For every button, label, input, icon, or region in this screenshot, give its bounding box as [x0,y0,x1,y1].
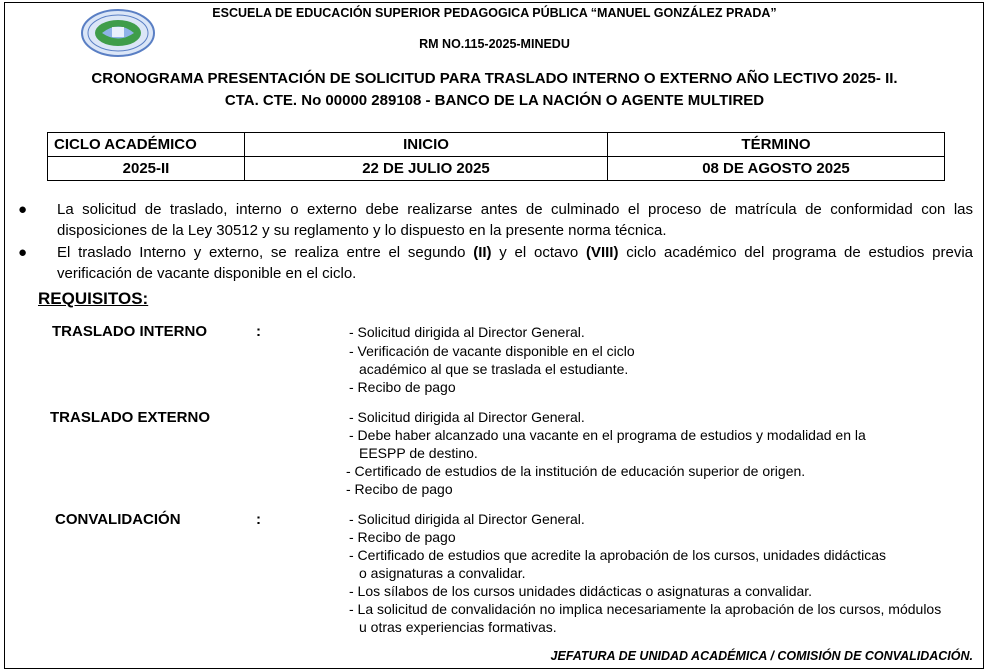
header-end: TÉRMINO [608,133,945,157]
schedule-header-row [48,133,945,157]
validation-label: CONVALIDACIÓN [55,511,181,528]
requirement-item: EESPP de destino. [359,445,478,461]
bullet-transfer-deadline: La solicitud de traslado, interno o externo debe realizarse antes de culminado el proceso de matrícula de conformidad con las disposiciones de la Ley 30512 y su reglamento y lo dispuesto en la presente norma técnica. [57,201,973,239]
cell-end: 08 DE AGOSTO 2025 [608,157,945,181]
bullet-text: El traslado Interno y externo, se realiza entre el segundo [57,244,474,261]
cell-start: 22 DE JULIO 2025 [245,157,608,181]
header-start: INICIO [245,133,608,157]
requirement-item: - Recibo de pago [346,481,453,497]
footer-signature: JEFATURA DE UNIDAD ACADÉMICA / COMISIÓN DE CONVALIDACIÓN. [550,649,973,663]
document-title: CRONOGRAMA PRESENTACIÓN DE SOLICITUD PARA TRASLADO INTERNO O EXTERNO AÑO LECTIVO 2025- II. [91,70,898,87]
requirement-item: - Los sílabos de los cursos unidades didácticas o asignaturas a convalidar. [349,583,813,599]
cell-cycle: 2025-II [48,157,245,181]
external-transfer-label: TRASLADO EXTERNO [50,409,211,426]
requirement-item: - Recibo de pago [349,529,456,545]
cycle-max: (VIII) [585,244,619,261]
requirements-title: REQUISITOS: [38,289,149,308]
bullet-dot-icon: ● [18,244,28,261]
colon: : [256,323,261,340]
requirement-item: - Verificación de vacante disponible en el ciclo [349,343,635,359]
requirement-item: - Solicitud dirigida al Director General. [349,511,585,527]
bullet-transfer-cycles [57,242,973,284]
bullet-text: y el octavo [491,244,586,261]
requirement-item: - Solicitud dirigida al Director General. [349,409,585,425]
requirement-item: - La solicitud de convalidación no implica necesariamente la aprobación de los cursos, módulos [349,601,942,617]
requirement-item: u otras experiencias formativas. [359,619,557,635]
requirement-item: o asignaturas a convalidar. [359,565,526,581]
requirement-item: académico al que se traslada el estudiante. [359,361,629,377]
requirement-item: - Recibo de pago [349,379,456,395]
header-cycle: CICLO ACADÉMICO [48,133,245,157]
bank-account-line: CTA. CTE. No 00000 289108 - BANCO DE LA NACIÓN O AGENTE MULTIRED [224,92,765,109]
resolution-number: RM NO.115-2025-MINEDU [419,37,570,51]
requirement-item: - Certificado de estudios de la institución de educación superior de origen. [346,463,806,479]
requirement-item: - Solicitud dirigida al Director General. [349,324,585,340]
colon: : [256,511,261,528]
school-name: ESCUELA DE EDUCACIÓN SUPERIOR PEDAGOGICA PÚBLICA “MANUEL GONZÁLEZ PRADA” [212,6,777,20]
schedule-table [47,132,945,181]
internal-transfer-label: TRASLADO INTERNO [52,323,207,340]
requirement-item: - Debe haber alcanzado una vacante en el programa de estudios y modalidad en la [349,427,866,443]
bullet-text: ciclo académico del programa de estudios previa verificación de vacante disponible en el ciclo. [57,244,973,282]
cycle-min: (II) [473,244,492,261]
schedule-row [48,157,945,181]
bullet-dot-icon: ● [18,201,28,218]
requirement-item: - Certificado de estudios que acredite la aprobación de los cursos, unidades didácticas [349,547,886,563]
